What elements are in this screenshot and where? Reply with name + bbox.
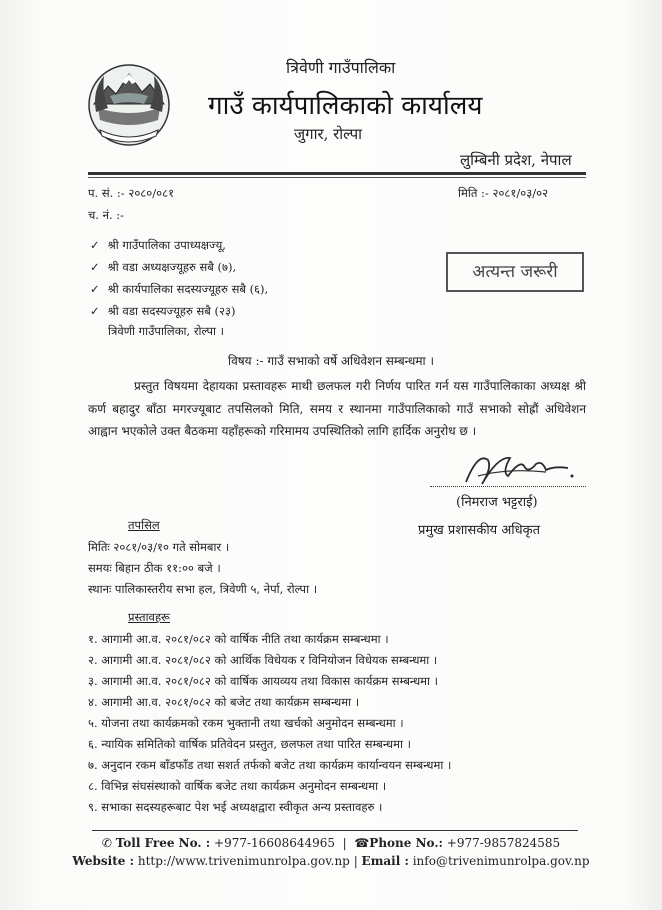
checkmark-icon: ✓ xyxy=(90,238,100,252)
recipient-item: ✓ श्री कार्यपालिका सदस्यज्यूहरु सबै (६), xyxy=(90,282,269,296)
municipality-name: त्रिवेणी गाउँपालिका xyxy=(286,58,396,77)
office-name: गाउँ कार्यपालिकाको कार्यालय xyxy=(208,91,483,121)
province-name: लुम्बिनी प्रदेश, नेपाल xyxy=(460,151,572,169)
urgent-stamp: अत्यन्त जरूरी xyxy=(446,252,584,292)
body-paragraph: प्रस्तुत विषयमा देहायका प्रस्तावहरू माथी छलफल गरी निर्णय पारित गर्न यस गाउँपालिकाका अध्यक्ष श्री कर्ण बहादुर बाँठा मगरज्यूबाट तपसिलको मिति, समय र स्थानमा गाउँपालिकाको गाउँ सभाको सोह्रौं अधिवेशन आह्वान भएकोले उक्त बैठकमा यहाँहरूको गरिमामय उपस्थितिको लागि हार्दिक अनुरोध छ । xyxy=(88,379,586,438)
schedule-heading: तपसिल xyxy=(128,518,160,532)
signature-line xyxy=(430,486,586,487)
tollfree-number: +977-16608644965 xyxy=(214,836,336,850)
header-rule-thin xyxy=(88,177,586,178)
email-link[interactable]: info@trivenimunrolpa.gov.np xyxy=(412,854,590,868)
proposal-item: ९. सभाका सदस्यहरूबाट पेश भई अध्यक्षद्वारा स्वीकृत अन्य प्रस्तावहरु । xyxy=(88,800,383,814)
proposal-item: ७. अनुदान रकम बाँडफाँड तथा सशर्त तर्फको बजेट तथा कार्यक्रम कार्यान्वयन सम्बन्धमा । xyxy=(88,758,452,772)
subject-line: विषय :- गाउँ सभाको वर्षे अधिवेशन सम्बन्धमा । xyxy=(227,354,435,368)
footer-contact: ✆ Toll Free No. : +977-16608644965 | ☎Phone No.: +977-9857824585 xyxy=(101,836,561,850)
proposal-item: २. आगामी आ.व. २०८१/०८२ को आर्थिक विधेयक र विनियोजन विधेयक सम्बन्धमा । xyxy=(88,653,438,667)
website-link[interactable]: http://www.trivenimunrolpa.gov.np xyxy=(137,854,350,868)
nepal-emblem-icon xyxy=(86,60,172,150)
schedule-venue: स्थानः पालिकास्तरीय सभा हल, त्रिवेणी ५, नेर्पा, रोल्पा । xyxy=(88,582,318,596)
recipients-footer: त्रिवेणी गाउँपालिका, रोल्पा । xyxy=(108,324,224,338)
phone-number: +977-9857824585 xyxy=(446,836,561,850)
header-rule-thick xyxy=(88,172,586,175)
proposal-item: ८. विभिन्न संघसंस्थाको वार्षिक बजेट तथा कार्यक्रम अनुमोदन सम्बन्धमा । xyxy=(88,779,387,793)
phone-label: Phone No.: xyxy=(369,836,443,850)
letter-date: मिति :- २०८१/०३/०२ xyxy=(458,186,549,200)
recipient-item: ✓ श्री वडा सदस्यज्यूहरु सबै (२३) xyxy=(90,304,236,318)
dispatch-number: च. नं. :- xyxy=(88,208,125,222)
website-label: Website : xyxy=(72,854,135,868)
email-label: Email : xyxy=(361,854,409,868)
proposals-heading: प्रस्तावहरू xyxy=(128,610,170,624)
checkmark-icon: ✓ xyxy=(90,282,100,296)
proposal-item: ३. आगामी आ.व. २०८१/०८२ को वार्षिक आयव्यय तथा विकास कार्यक्रम सम्बन्धमा । xyxy=(88,674,439,688)
telephone-icon: ☎ xyxy=(354,836,370,850)
schedule-time: समयः बिहान ठीक ११:०० बजे । xyxy=(88,561,221,575)
checkmark-icon: ✓ xyxy=(90,304,100,318)
signatory-title: प्रमुख प्रशासकीय अधिकृत xyxy=(418,523,541,538)
recipient-item: ✓ श्री वडा अध्यक्षज्यूहरु सबै (७), xyxy=(90,260,237,274)
signature-icon xyxy=(458,446,588,496)
tollfree-label: Toll Free No. : xyxy=(115,836,211,850)
checkmark-icon: ✓ xyxy=(90,260,100,274)
proposal-item: ६. न्यायिक समितिको वार्षिक प्रतिवेदन प्रस्तुत, छलफल तथा पारित सम्बन्धमा । xyxy=(88,737,411,751)
footer-rule xyxy=(92,830,578,831)
proposal-item: ५. योजना तथा कार्यक्रमको रकम भुक्तानी तथा खर्चको अनुमोदन सम्बन्धमा । xyxy=(88,716,404,730)
schedule-date: मितिः २०८१/०३/१० गते सोमबार । xyxy=(88,540,230,554)
proposal-item: ४. आगामी आ.व. २०८१/०८२ को बजेट तथा कार्यक्रम सम्बन्धमा । xyxy=(88,695,360,709)
reference-number: प. सं. :- २०८०/०८१ xyxy=(88,186,175,200)
footer-web: Website : http://www.trivenimunrolpa.gov.np | Email : info@trivenimunrolpa.gov.np xyxy=(72,854,590,868)
recipient-item: ✓ श्री गाउँपालिका उपाध्यक्षज्यू, xyxy=(90,238,226,252)
proposal-item: १. आगामी आ.व. २०८१/०८२ को वार्षिक नीति तथा कार्यक्रम सम्बन्धमा । xyxy=(88,632,389,646)
signatory-name: (निमराज भट्टराई) xyxy=(456,495,538,510)
office-location: जुगार, रोल्पा xyxy=(294,125,362,143)
phone-icon: ✆ xyxy=(101,836,112,850)
